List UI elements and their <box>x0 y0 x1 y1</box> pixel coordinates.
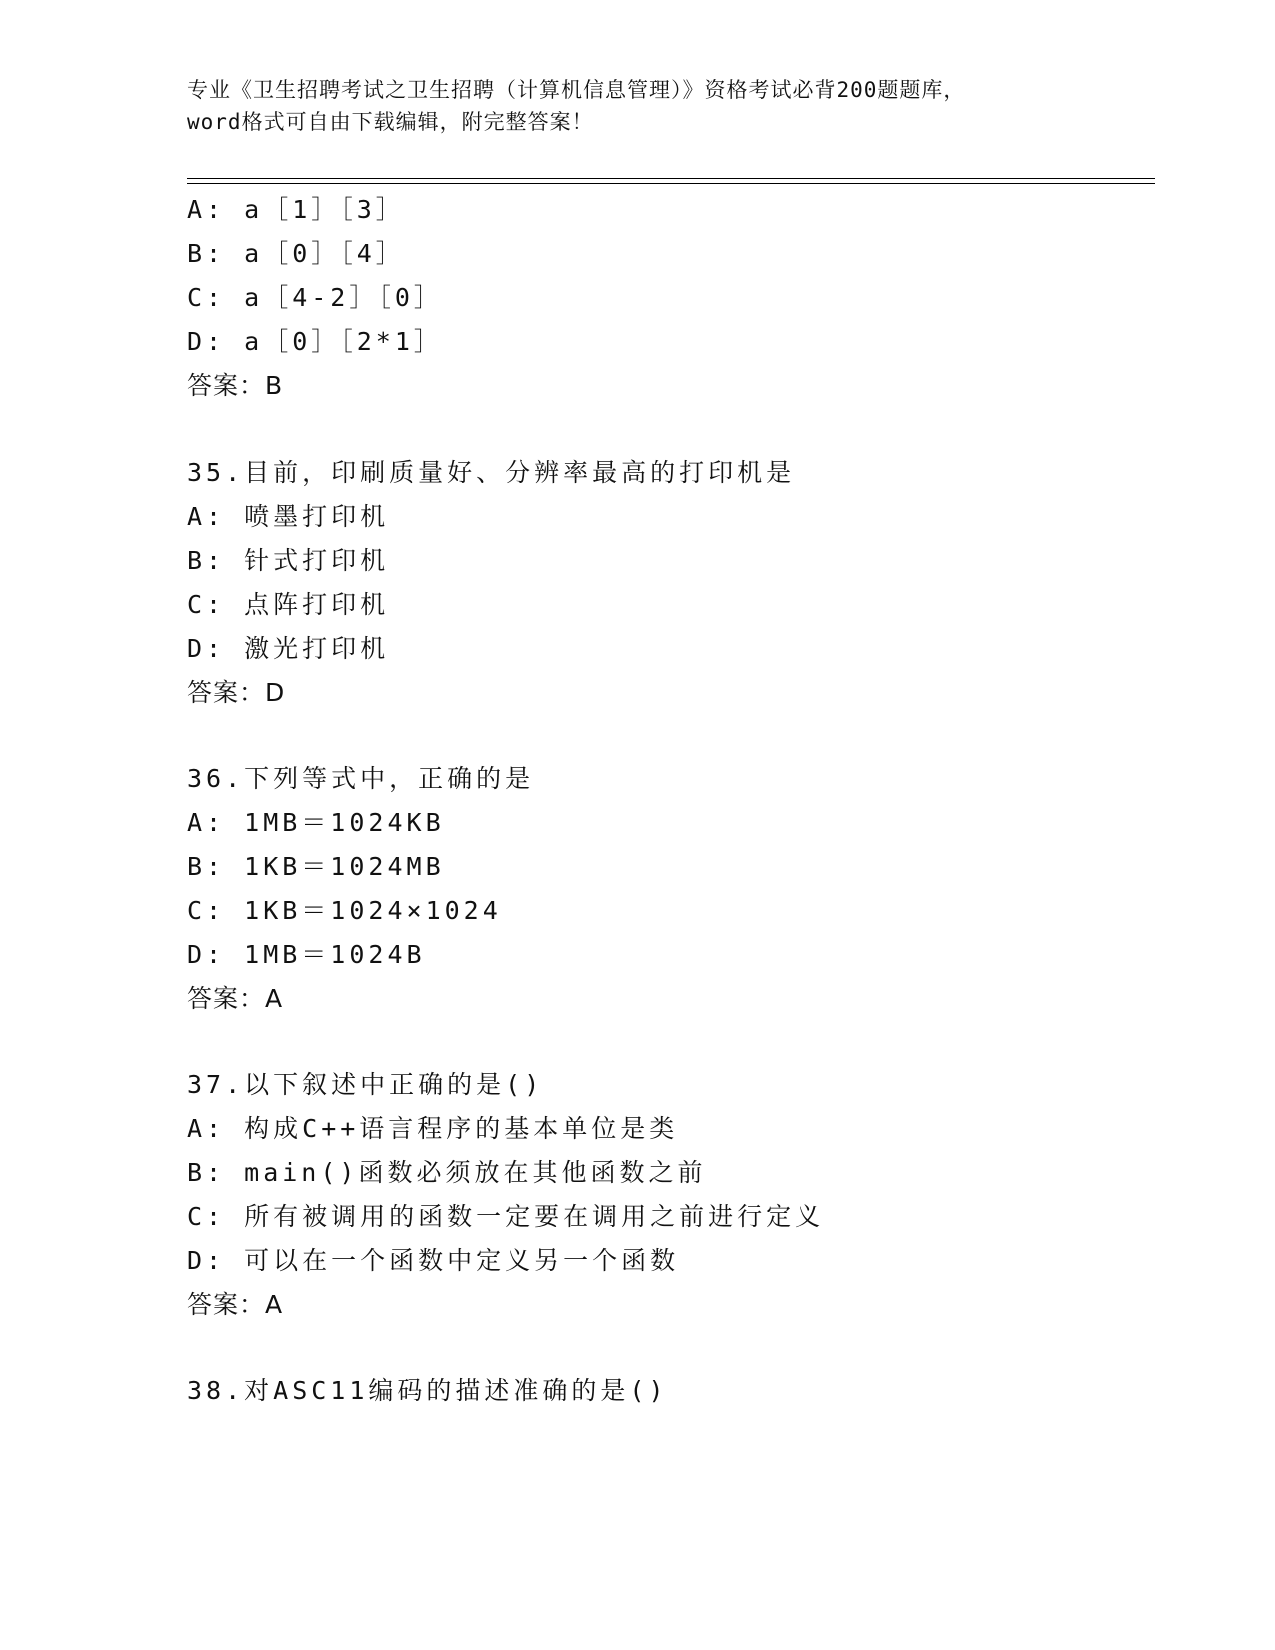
document-header <box>187 74 1087 138</box>
q36-option-b: B: 1KB＝1024MB <box>187 852 445 881</box>
q34-option-a: A: a［1］［3］ <box>187 195 405 224</box>
q34-option-d: D: a［0］［2*1］ <box>187 327 443 356</box>
q36-question: 36.下列等式中，正确的是 <box>187 764 535 793</box>
q36-option-d: D: 1MB＝1024B <box>187 940 426 969</box>
q34-option-c: C: a［4-2］［0］ <box>187 283 443 312</box>
q37-question: 37.以下叙述中正确的是() <box>187 1070 544 1099</box>
q37-answer: 答案：A <box>187 1290 284 1319</box>
q35-option-c: C: 点阵打印机 <box>187 590 390 619</box>
q35-answer: 答案：D <box>187 678 286 707</box>
q36-option-a: A: 1MB＝1024KB <box>187 808 445 837</box>
q38-question: 38.对ASC11编码的描述准确的是() <box>187 1376 668 1405</box>
header-line-2: word格式可自由下载编辑，附完整答案！ <box>187 110 594 134</box>
header-line-1: 专业《卫生招聘考试之卫生招聘（计算机信息管理）》资格考试必背200题题库， <box>187 78 966 102</box>
header-divider-top <box>187 178 1155 179</box>
q34-answer: 答案：B <box>187 371 284 400</box>
q35-option-d: D: 激光打印机 <box>187 634 390 663</box>
q37-option-c: C: 所有被调用的函数一定要在调用之前进行定义 <box>187 1202 825 1231</box>
q37-option-d: D: 可以在一个函数中定义另一个函数 <box>187 1246 680 1275</box>
q35-option-a: A: 喷墨打印机 <box>187 502 390 531</box>
q36-answer: 答案：A <box>187 984 284 1013</box>
q36-option-c: C: 1KB＝1024×1024 <box>187 896 502 925</box>
q35-option-b: B: 针式打印机 <box>187 546 390 575</box>
q37-option-b: B: main()函数必须放在其他函数之前 <box>187 1158 707 1187</box>
q34-option-b: B: a［0］［4］ <box>187 239 405 268</box>
header-divider-bottom <box>187 183 1155 184</box>
q35-question: 35.目前，印刷质量好、分辨率最高的打印机是 <box>187 458 796 487</box>
q37-option-a: A: 构成C++语言程序的基本单位是类 <box>187 1114 679 1143</box>
